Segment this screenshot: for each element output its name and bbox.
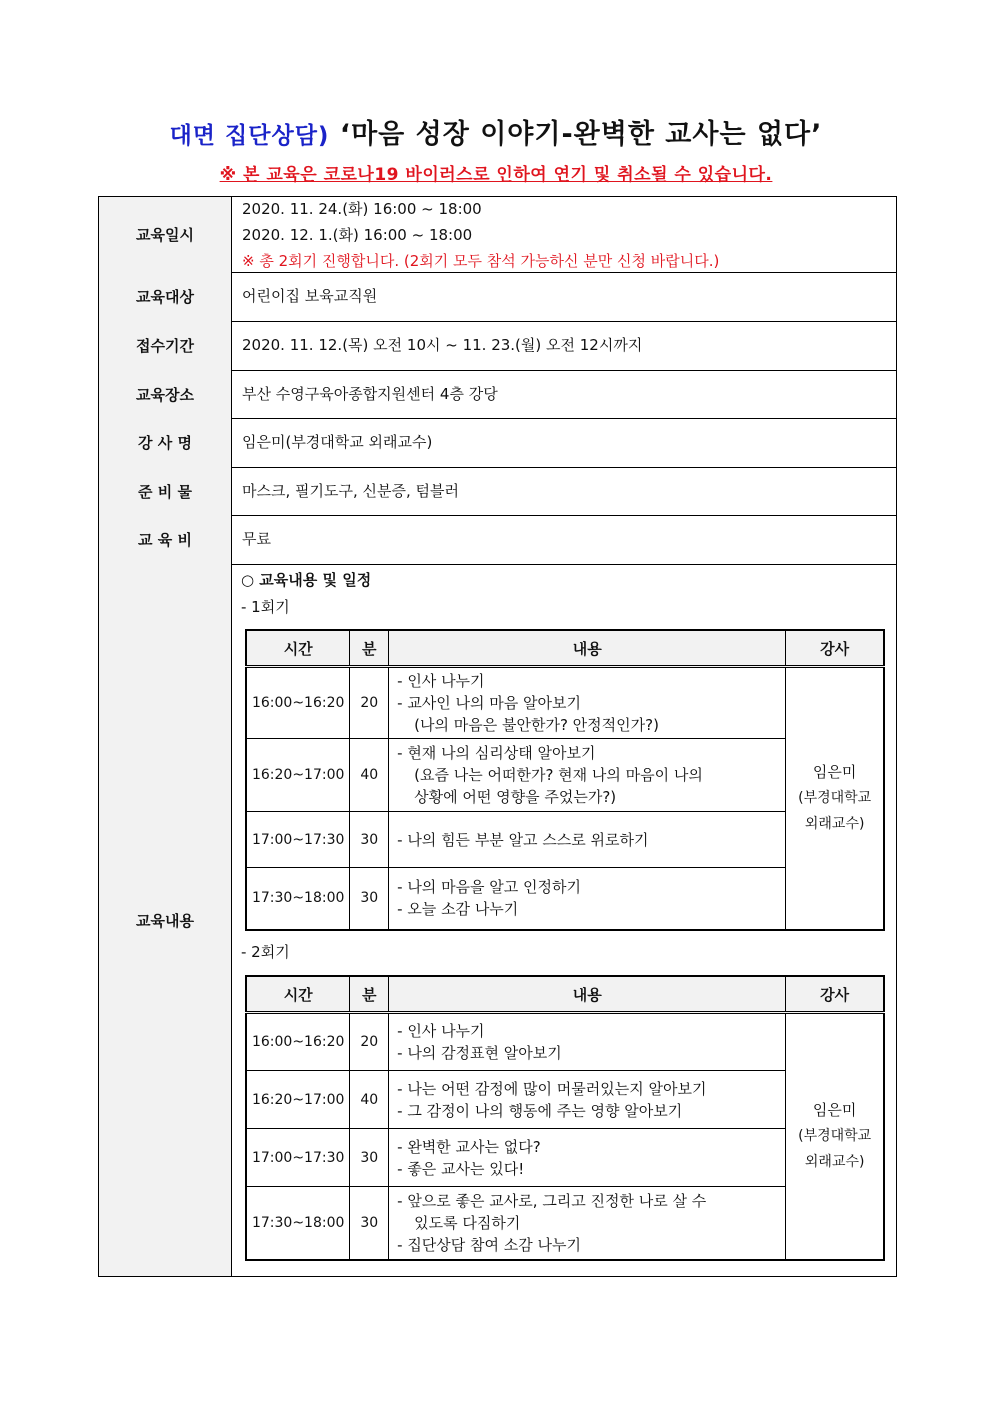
lecturer-value: 임은미(부경대학교 외래교수): [242, 433, 433, 451]
time-cell: 17:00~17:30: [246, 1129, 350, 1187]
content-line: - 교사인 나의 마음 알아보기: [397, 694, 582, 712]
min-cell: 20: [350, 667, 389, 739]
fee-value: 무료: [242, 530, 271, 548]
instructor-org: (부경대학교: [798, 1128, 872, 1145]
min-cell: 30: [350, 868, 389, 930]
content-cell: [389, 1071, 786, 1129]
session1-label: - 1회기: [241, 598, 290, 616]
content-line: 상황에 어떤 영향을 주었는가?): [414, 788, 617, 806]
content-line: - 좋은 교사는 있다!: [397, 1159, 525, 1178]
header-time: 시간: [246, 630, 350, 667]
contents-heading: ○ 교육내용 및 일정: [241, 571, 372, 589]
min-cell: 30: [350, 812, 389, 868]
lecturer-label: 강 사 명: [99, 418, 232, 467]
date-label: 교육일시: [99, 197, 232, 272]
time-cell: 17:30~18:00: [246, 868, 350, 930]
content-line: - 나는 어떤 감정에 많이 머물러있는지 알아보기: [397, 1079, 707, 1098]
content-line: - 앞으로 좋은 교사로, 그리고 진정한 나로 살 수: [397, 1191, 707, 1210]
content-cell: [389, 868, 786, 930]
content-line: - 인사 나누기: [397, 1022, 485, 1040]
instructor-cell: [786, 667, 884, 930]
header-content: 내용: [389, 630, 786, 667]
header-content: 내용: [389, 976, 786, 1013]
instructor-org: (부경대학교: [798, 790, 872, 807]
min-cell: 20: [350, 1013, 389, 1071]
content-line: 있도록 다짐하기: [414, 1213, 521, 1232]
time-cell: 17:00~17:30: [246, 812, 350, 868]
time-cell: 16:00~16:20: [246, 1013, 350, 1071]
title-prefix: 대면 집단상담): [169, 123, 330, 149]
content-line: - 인사 나누기: [397, 672, 485, 690]
instructor-name: 임은미: [812, 763, 857, 782]
min-cell: 30: [350, 1129, 389, 1187]
content-line: - 집단상담 참여 소감 나누기: [397, 1235, 582, 1254]
date-line-2: 2020. 12. 1.(화) 16:00 ~ 18:00: [242, 225, 473, 244]
content-line: - 그 감정이 나의 행동에 주는 영향 알아보기: [397, 1101, 683, 1120]
page-title: [0, 112, 992, 151]
table-row: [246, 1013, 884, 1071]
supplies-value: 마스크, 필기도구, 신분증, 텀블러: [242, 481, 459, 500]
content-cell: [389, 1187, 786, 1260]
cancellation-notice: ※ 본 교육은 코로나19 바이러스로 인하여 연기 및 취소될 수 있습니다.: [219, 165, 773, 185]
content-line: - 나의 힘든 부분 알고 스스로 위로하기: [397, 830, 649, 849]
content-cell: [389, 667, 786, 739]
instructor-name: 임은미: [812, 1101, 857, 1120]
min-cell: 40: [350, 739, 389, 812]
place-value: 부산 수영구육아종합지원센터 4층 강당: [242, 384, 498, 403]
header-min: 분: [350, 976, 389, 1013]
content-cell: [389, 812, 786, 868]
time-cell: 17:30~18:00: [246, 1187, 350, 1260]
instructor-title: 외래교수): [804, 1154, 865, 1171]
info-table: [98, 196, 897, 1277]
content-line: (요즘 나는 어떠한가? 현재 나의 마음이 나의: [414, 766, 703, 784]
content-cell: [389, 1129, 786, 1187]
content-line: - 현재 나의 심리상태 알아보기: [397, 744, 596, 762]
place-label: 교육장소: [99, 370, 232, 418]
period-value: 2020. 11. 12.(목) 오전 10시 ~ 11. 23.(월) 오전 12시까지: [242, 336, 643, 354]
content-cell: [389, 1013, 786, 1071]
content-line: - 나의 마음을 알고 인정하기: [397, 878, 582, 897]
target-value: 어린이집 보육교직원: [242, 287, 378, 305]
title-main: ‘마음 성장 이야기-완벽한 교사는 없다’: [339, 119, 823, 150]
time-cell: 16:00~16:20: [246, 667, 350, 739]
instructor-title: 외래교수): [804, 816, 865, 833]
target-label: 교육대상: [99, 272, 232, 321]
fee-label: 교 육 비: [99, 515, 232, 564]
session2-table: [245, 975, 885, 1261]
time-cell: 16:20~17:00: [246, 1071, 350, 1129]
content-line: - 완벽한 교사는 없다?: [397, 1137, 541, 1156]
supplies-label: 준 비 물: [99, 467, 232, 515]
content-line: - 오늘 소감 나누기: [397, 900, 519, 919]
contents-label: 교육내용: [99, 564, 232, 1276]
header-instructor: 강사: [786, 976, 884, 1013]
header-min: 분: [350, 630, 389, 667]
session1-table: [245, 629, 885, 931]
period-label: 접수기간: [99, 321, 232, 370]
time-cell: 16:20~17:00: [246, 739, 350, 812]
header-time: 시간: [246, 976, 350, 1013]
session2-label: - 2회기: [241, 943, 290, 961]
date-note: ※ 총 2회기 진행합니다. (2회기 모두 참석 가능하신 분만 신청 바랍니다.): [242, 251, 720, 270]
min-cell: 40: [350, 1071, 389, 1129]
date-value: [232, 197, 896, 272]
content-line: (나의 마음은 불안한가? 안정적인가?): [414, 716, 659, 734]
min-cell: 30: [350, 1187, 389, 1260]
date-line-1: 2020. 11. 24.(화) 16:00 ~ 18:00: [242, 199, 482, 218]
content-cell: [389, 739, 786, 812]
instructor-cell: [786, 1013, 884, 1260]
content-line: - 나의 감정표현 알아보기: [397, 1044, 562, 1062]
header-instructor: 강사: [786, 630, 884, 667]
table-row: [246, 667, 884, 739]
